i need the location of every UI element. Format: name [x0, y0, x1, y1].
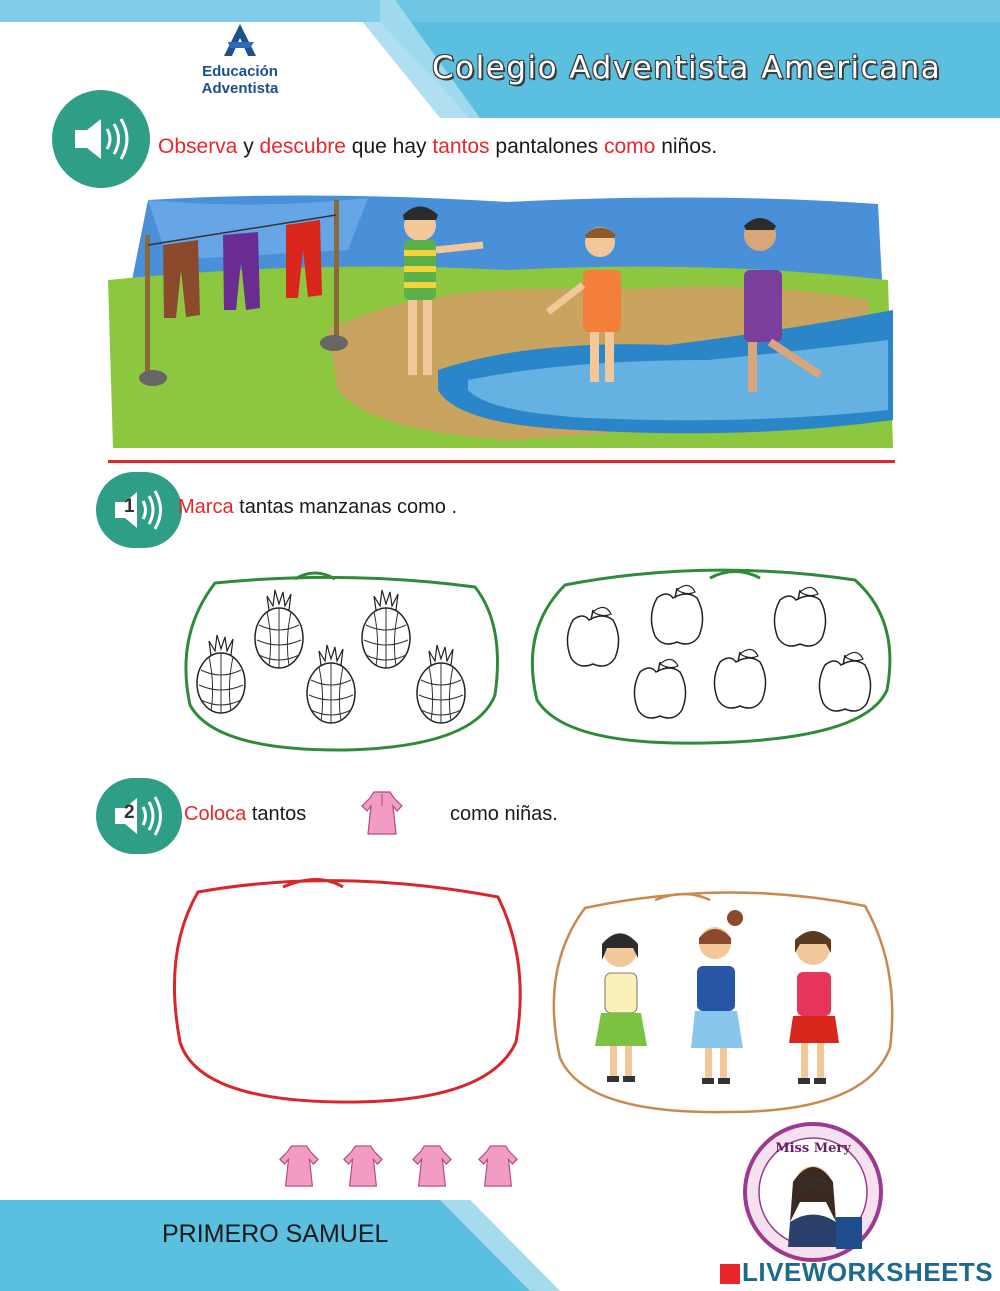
- main-audio-button[interactable]: [52, 90, 150, 188]
- girl-red-skirt: [789, 931, 839, 1084]
- pineapple-1: [197, 635, 245, 713]
- instruction-word-0: Observa: [158, 135, 238, 158]
- girl-blue-skirt: [691, 910, 743, 1084]
- pineapple-5: [417, 645, 465, 723]
- exercise2-middle: tantos: [246, 803, 307, 825]
- pineapple-group: [175, 565, 510, 755]
- logo-line1: Educación: [202, 63, 278, 80]
- exercise1-verb: Marca: [178, 496, 234, 518]
- liveworksheets-watermark: [720, 1257, 993, 1288]
- exercise2-instruction-start: [184, 803, 306, 826]
- apple-group: [525, 560, 895, 750]
- exercise2-number: 2: [124, 802, 135, 823]
- exercise1-audio-button[interactable]: [96, 472, 182, 548]
- main-instruction: [158, 135, 717, 159]
- apple-3[interactable]: [774, 587, 825, 646]
- apple-6[interactable]: [819, 652, 870, 711]
- teacher-badge: [738, 1122, 888, 1262]
- exercise1-number: 1: [124, 496, 135, 517]
- section-divider: [108, 460, 895, 463]
- instruction-word-7: niños.: [655, 135, 718, 158]
- pineapple-2: [255, 590, 303, 668]
- speaker-icon: [111, 488, 167, 532]
- dress-icon: [360, 788, 404, 838]
- apple-2[interactable]: [651, 585, 702, 644]
- girl-green-skirt: [595, 933, 647, 1082]
- girls-group: [545, 878, 900, 1118]
- apple-5[interactable]: [714, 649, 765, 708]
- pineapples: [197, 590, 465, 723]
- river-scene-illustration: [108, 190, 898, 450]
- watermark-text: LIVEWORKSHEETS: [742, 1257, 994, 1287]
- school-name: Colegio Adventista Americana: [432, 50, 942, 86]
- educacion-adventista-logo: [185, 22, 295, 97]
- speaker-icon: [69, 114, 133, 164]
- draggable-dress-4[interactable]: [477, 1140, 519, 1192]
- exercise1-instruction: [178, 496, 457, 519]
- draggable-dress-2[interactable]: [342, 1140, 384, 1192]
- draggable-dress-3[interactable]: [411, 1140, 453, 1192]
- instruction-word-6: como: [604, 135, 656, 158]
- dress-drop-zone[interactable]: [168, 862, 528, 1107]
- pineapple-4: [362, 590, 410, 668]
- exercise1-rest: tantas manzanas como .: [233, 496, 458, 518]
- instruction-word-2: descubre: [259, 135, 346, 158]
- class-label: PRIMERO SAMUEL: [162, 1220, 389, 1248]
- logo-a-icon: [220, 22, 260, 58]
- instruction-word-5: pantalones: [489, 135, 604, 158]
- apple-4[interactable]: [634, 659, 685, 718]
- instruction-word-4: tantos: [432, 135, 490, 158]
- exercise2-audio-button[interactable]: [96, 778, 182, 854]
- liveworksheets-logo-icon: [720, 1264, 740, 1284]
- speaker-icon: [111, 794, 167, 838]
- logo-line2: Adventista: [201, 80, 279, 97]
- pineapple-3: [307, 645, 355, 723]
- exercise2-verb: Coloca: [184, 803, 247, 825]
- badge-text: Miss Mery: [775, 1141, 851, 1156]
- draggable-dress-1[interactable]: [278, 1140, 320, 1192]
- instruction-word-1: y: [237, 135, 260, 158]
- instruction-word-3: que hay: [345, 135, 433, 158]
- exercise2-instruction-end: como niñas.: [450, 803, 558, 825]
- apple-1[interactable]: [567, 607, 618, 666]
- apples: [567, 585, 870, 718]
